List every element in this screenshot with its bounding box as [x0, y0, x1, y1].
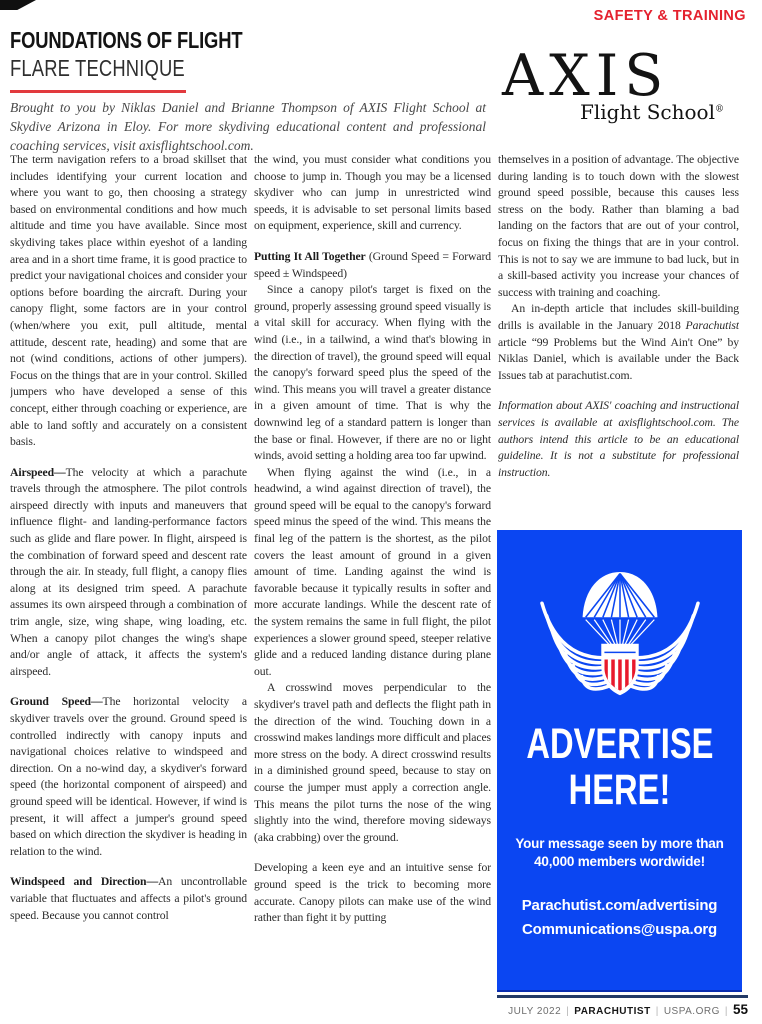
- footer-website: USPA.ORG: [663, 1006, 720, 1017]
- footer-separator: |: [566, 1006, 570, 1017]
- registered-trademark-symbol: ®: [715, 104, 724, 115]
- paragraph: [10, 694, 247, 860]
- ad-contact-email: Communications@uspa.org: [521, 920, 718, 938]
- logo-sub-label: Flight School: [579, 100, 715, 124]
- paragraph: [10, 465, 247, 681]
- ad-headline-line1: ADVERTISE: [526, 720, 714, 768]
- page-title: FOUNDATIONS OF FLIGHT: [10, 27, 243, 53]
- term-lead: Windspeed and Direction—: [10, 875, 159, 889]
- paragraph-text: Developing a keen eye and an intuitive sense for ground speed is the trick to becoming more accurate. Canopy pilots can make use of the wind rather than fight it by putting: [254, 861, 491, 925]
- paragraph-text: The horizontal velocity a skydiver travels over the ground. Ground speed is controlled indirectly with canopy inputs and navigational choices relative to windspeed and direction. On a no-wind day, a skydiver's forward speed (the horizontal component of airspeed) and ground speed will be identical. However, if wind is present, it will affect a jumper's ground speed based on which direction the skydiver is heading in relation to the wind.: [10, 695, 247, 858]
- paragraph-text: The term navigation refers to a broad skillset that includes identifying your current location and where you want to go, then choosing a strategy based on environmental conditions and how much altitude and time you have available. Since most skydiving takes place within eyeshot of a landing area and in a short time frame, it is good practice to predict your navigational choices and consider your options before boarding the aircraft. During your canopy flight, some factors are in your control (when/where you exit, pull altitude, mental attitude, descent rate, heading) and some that are not (wind conditions, actions of other jumpers). Focus on the things that are in your control. Skilled jumpers who have developed a sense of this concept, either through coaching or experience, are able to land softly and accurately on a consistent basis.: [10, 153, 247, 449]
- uspa-winged-parachute-emblem-icon: [534, 558, 706, 714]
- page-corner-scan-artifact: [0, 0, 36, 10]
- title-underline-rule: [10, 90, 186, 93]
- paragraph: [254, 282, 491, 465]
- paragraph: [10, 152, 247, 451]
- footer-issue-date: JULY 2022: [508, 1006, 562, 1017]
- page-subtitle: FLARE TECHNIQUE: [10, 55, 185, 81]
- paragraph-text: (Ground Speed = Forward speed ± Windspeed): [254, 249, 491, 280]
- ad-headline-line2: HERE!: [568, 765, 671, 814]
- logo-brand-text: AXIS: [502, 43, 670, 109]
- ad-tagline-line1: Your message seen by more than: [515, 836, 724, 852]
- paragraph-text: An uncontrollable variable that fluctuates and affects a pilot's ground speed. Because you cannot control: [10, 875, 247, 922]
- ad-tagline-line2: 40,000 members wordwide!: [534, 853, 705, 869]
- paragraph: [254, 860, 491, 926]
- article-column-3: [498, 152, 739, 524]
- paragraph-text: the wind, you must consider what conditions you choose to jump in. Though you may be a licensed skydiver who can jump in unrestricted wind speeds, it is advisable to set personal limits based on equipment, experience, skill and currency.: [254, 153, 491, 233]
- term-lead: Ground Speed—: [10, 695, 103, 709]
- paragraph: [498, 152, 739, 301]
- article-column-2: [254, 152, 491, 1014]
- paragraph-text: Since a canopy pilot's target is fixed on the ground, properly assessing ground speed visually is a vital skill for accuracy. When flying with the wind (i.e., in a tailwind, a wind that's blowing in the direction of travel), the ground speed will equal the canopy's forward speed plus the speed of the wind. This means you will travel a greater distance in a given amount of time. That is why the downwind leg of a standard pattern is longer than the base or final. However, if there are no or light winds, avoid setting a holding area too far upwind.: [254, 283, 491, 463]
- term-lead: Airspeed—: [10, 465, 66, 479]
- paragraph-text: An in-depth article that includes skill-building drills is available in the January 2018: [498, 302, 739, 332]
- ad-advertising-url: Parachutist.com/advertising: [521, 897, 718, 915]
- footer-page-number: 55: [732, 1002, 748, 1017]
- footer-separator: |: [724, 1006, 728, 1017]
- paragraph-text: A crosswind moves perpendicular to the skydiver's travel path and deflects the flight path in the direction of the wind. Touching down in a crosswind makes landings more difficult and places more stress on the body. A direct crosswind results in a diminished ground speed, because to stay on course the jumper must apply a correction angle. This means the pilot turns the nose of the wing slightly into the wind, therefore moving sideways (aka crabbing) over the ground.: [254, 681, 491, 844]
- paragraph-text: article “99 Problems but the Wind Ain't One” by Niklas Daniel, which is available under the Back Issues tab at parachutist.com.: [498, 335, 739, 382]
- paragraph: [254, 465, 491, 681]
- ad-tagline: [497, 835, 742, 870]
- ad-contact-links: [497, 894, 742, 941]
- magazine-title-italic: Parachutist: [685, 318, 739, 332]
- editorial-note: [498, 398, 739, 481]
- footer-rule: [497, 995, 748, 998]
- paragraph-text: When flying against the wind (i.e., in a headwind, a wind against direction of travel), the ground speed will be equal to the canopy's forward speed minus the speed of the wind. This means the final leg of the pattern is the shortest, as the pilot covers the least amount of ground in a given amount of time. Landing against the wind is favorable because it typically results in softer and more accurate landings. While the descent rate of the system remains the same in full flight, the pilot experiences a slower ground speed, steeper relative glide and a reduced landing distance during plane out.: [254, 465, 491, 678]
- paragraph: [254, 249, 491, 282]
- paragraph: [254, 680, 491, 846]
- article-byline-intro: Brought to you by Niklas Daniel and Brianne Thompson of AXIS Flight School at Skydive Arizona in Eloy. For more skydiving educational content and professional coaching services, visit axisflightschool.com.: [10, 100, 486, 153]
- page-footer: [508, 1002, 748, 1017]
- paragraph-text: The velocity at which a parachute travels through the atmosphere. The pilot controls airspeed directly with inputs and maneuvers that influence flight- and landing-performance factors such as glide and flare power. In flight, airspeed is the combination of forward speed and descent rate through the air. In steady, full flight, a canopy flies along at its designed trim speed. A parachute assumes its own airspeed through a combination of trim angle, size, wing shape, wing loading, etc. When a canopy pilot changes the wing's shape and/or angle of attack, it affects the system's airspeed.: [10, 465, 247, 678]
- paragraph-text: themselves in a position of advantage. The objective during landing is to touch down with the slowest ground speed possible, because this causes less stress on the body. Rather than blaming a bad landing on the factors that are out of your control, focus on fixing the things that are in your control. This is not to say we are immune to bad luck, but in a skill-based activity you increase your chances of success with training and coaching.: [498, 153, 739, 299]
- paragraph: [498, 301, 739, 384]
- ad-headline: [526, 722, 712, 813]
- section-label: SAFETY & TRAINING: [593, 8, 746, 24]
- paragraph: [10, 874, 247, 924]
- footer-separator: |: [655, 1006, 659, 1017]
- axis-flight-school-logo: [502, 43, 744, 124]
- paragraph: [254, 152, 491, 235]
- advertise-here-ad: [497, 530, 742, 992]
- footer-magazine-name: PARACHUTIST: [574, 1006, 651, 1017]
- article-column-1: [10, 152, 247, 1014]
- term-lead: Putting It All Together: [254, 249, 366, 263]
- paragraph-text: Information about AXIS' coaching and instructional services is available at axisflightschool.com. The authors intend this article to be an educational guideline. It is not a substitute for professional instruction.: [498, 399, 739, 479]
